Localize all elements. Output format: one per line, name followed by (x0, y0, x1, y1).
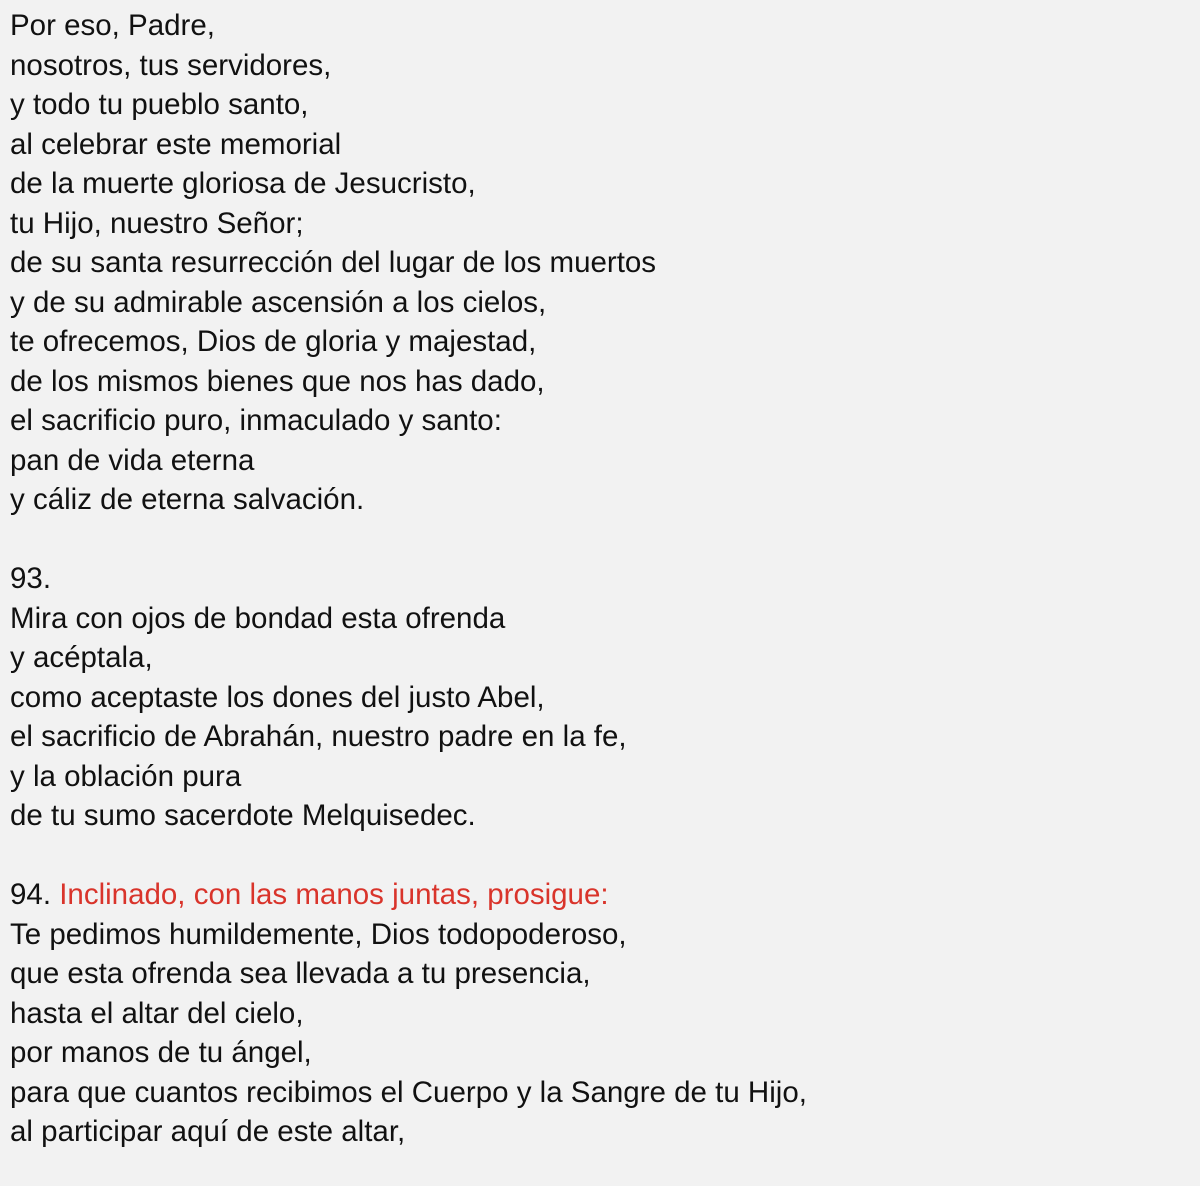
text-line: pan de vida eterna (10, 443, 255, 477)
section-number: 94. (10, 878, 52, 911)
stanza-divider (10, 836, 1200, 876)
text-line: el sacrificio puro, inmaculado y santo: (10, 404, 502, 437)
text-line: el sacrificio de Abrahán, nuestro padre en la fe, (10, 720, 627, 753)
text-line: de la muerte gloriosa de Jesucristo, (10, 167, 476, 200)
text-line: y todo tu pueblo santo, (10, 88, 309, 121)
stanza-93 (10, 559, 1200, 836)
text-line: y cáliz de eterna salvación. (10, 483, 365, 516)
text-line: al participar aquí de este altar, (10, 1115, 406, 1148)
section-number: 93. (10, 562, 52, 595)
text-line: te ofrecemos, Dios de gloria y majestad, (10, 325, 537, 358)
rubric-instruction: Inclinado, con las manos juntas, prosigue: (59, 878, 609, 911)
text-line: Mira con ojos de bondad esta ofrenda (10, 601, 506, 635)
text-line: y la oblación pura (10, 759, 242, 793)
stanza-94 (10, 875, 1200, 1152)
text-line: de los mismos bienes que nos has dado, (10, 364, 545, 398)
text-line: hasta el altar del cielo, (10, 996, 304, 1030)
text-line: nosotros, tus servidores, (10, 48, 332, 82)
text-line: y acéptala, (10, 641, 153, 674)
stanza-divider (10, 520, 1200, 560)
text-line: de tu sumo sacerdote Melquisedec. (10, 799, 476, 832)
text-line: tu Hijo, nuestro Señor; (10, 206, 304, 240)
text-line: que esta ofrenda sea llevada a tu presencia, (10, 957, 591, 990)
text-line: Te pedimos humildemente, Dios todopoderoso, (10, 917, 627, 951)
text-line: como aceptaste los dones del justo Abel, (10, 680, 545, 714)
section-heading (10, 875, 1200, 915)
text-line: por manos de tu ángel, (10, 1036, 312, 1069)
text-line: de su santa resurrección del lugar de los muertos (10, 246, 657, 279)
text-line: Por eso, Padre, (10, 9, 215, 42)
text-line: al celebrar este memorial (10, 127, 342, 161)
text-line: para que cuantos recibimos el Cuerpo y la Sangre de tu Hijo, (10, 1075, 807, 1109)
stanza-offering (10, 6, 1200, 520)
text-line: y de su admirable ascensión a los cielos, (10, 285, 547, 319)
